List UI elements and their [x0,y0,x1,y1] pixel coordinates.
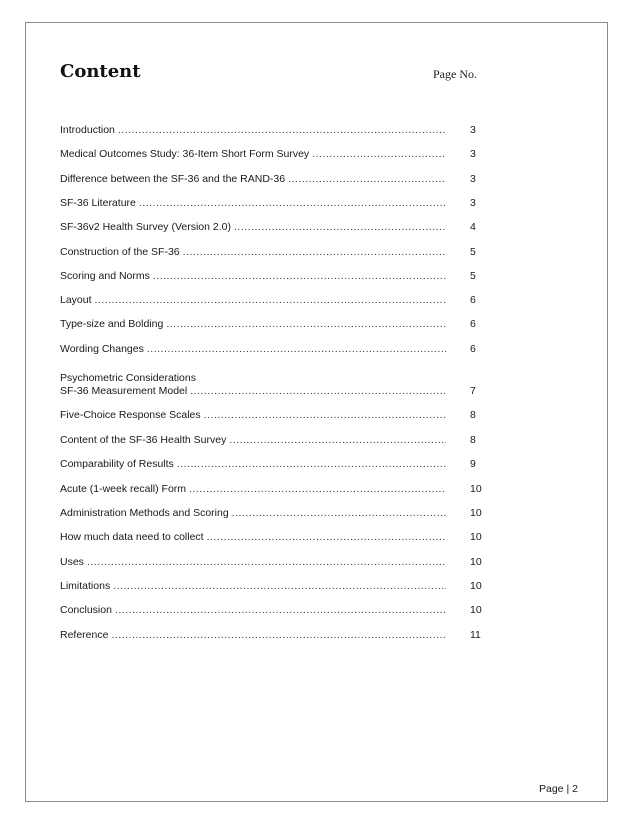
toc-entry[interactable] [60,148,490,161]
toc-entry[interactable] [60,458,490,471]
toc-entry-title: Introduction [60,124,115,136]
toc-leader-dots [232,507,446,520]
toc-entry-page: 3 [470,173,476,185]
toc-entry-title: Reference [60,629,109,641]
toc-entry-title: Type-size and Bolding [60,318,164,330]
toc-entry-page: 10 [470,483,482,495]
toc-entry-page: 6 [470,318,476,330]
toc-entry-page: 3 [470,148,476,160]
toc-entry-page: 10 [470,580,482,592]
toc-entry[interactable] [60,409,490,422]
toc-entry-page: 11 [470,629,481,641]
toc-entry-page: 5 [470,246,476,258]
page-footer: Page | 2 [539,783,578,795]
toc-entry-page: 10 [470,507,482,519]
toc-entry[interactable] [60,372,490,398]
toc-entry-page: 6 [470,294,476,306]
toc-leader-dots [95,294,446,307]
toc-entry-title: Wording Changes [60,343,144,355]
toc-entry-page: 8 [470,409,476,421]
toc-entry-title: Construction of the SF-36 [60,246,180,258]
toc-leader-dots [113,580,446,593]
toc-entry-page: 8 [470,434,476,446]
toc-leader-dots [87,556,446,569]
toc-leader-dots [312,148,446,161]
toc-entry[interactable] [60,221,490,234]
toc-entry[interactable] [60,507,490,520]
toc-leader-dots [183,246,446,259]
toc-entry-page: 5 [470,270,476,282]
toc-leader-dots [139,197,446,210]
toc-entry-title: Content of the SF-36 Health Survey [60,434,227,446]
toc-entry[interactable] [60,531,490,544]
toc-leader-dots [189,483,446,496]
toc-entry[interactable] [60,124,490,137]
toc-entry-title: Five-Choice Response Scales [60,409,201,421]
toc-entry[interactable] [60,197,490,210]
toc-entry-title: How much data need to collect [60,531,204,543]
toc-leader-dots [207,531,446,544]
toc-leader-dots [118,124,446,137]
toc-entry-title: Comparability of Results [60,458,174,470]
toc-entry-title: Layout [60,294,92,306]
toc-entry-title: Administration Methods and Scoring [60,507,229,519]
toc-leader-dots [111,629,446,642]
toc-entry-page: 10 [470,556,482,568]
toc-entry-title: Uses [60,556,84,568]
toc-entry[interactable] [60,294,490,307]
toc-leader-dots [115,604,446,617]
toc-entry-page: 3 [470,124,476,136]
toc-entry-title: Limitations [60,580,111,592]
toc-leader-dots [177,458,446,471]
toc-entry[interactable] [60,343,490,356]
toc-leader-dots [229,434,446,447]
toc-entry-page: 9 [470,458,476,470]
page-title: Content [60,61,141,82]
toc-entry-title: Conclusion [60,604,112,616]
toc-entry-title: SF-36v2 Health Survey (Version 2.0) [60,221,231,233]
toc-leader-dots [153,270,446,283]
toc-entry[interactable] [60,173,490,186]
toc-leader-dots [234,221,446,234]
toc-leader-dots [288,173,446,186]
toc-entry-page: 10 [470,604,482,616]
toc-entry[interactable] [60,556,490,569]
toc-entry[interactable] [60,246,490,259]
toc-entry-title: Difference between the SF-36 and the RAND-36 [60,173,286,185]
toc-entry-title: SF-36 Measurement Model [60,385,188,397]
toc-entry-page: 7 [470,385,476,397]
toc-entry[interactable] [60,629,490,642]
toc-entry[interactable] [60,318,490,331]
toc-leader-dots [147,343,446,356]
page-number-column-header: Page No. [433,67,477,81]
toc-entry[interactable] [60,270,490,283]
toc-entry-title: Acute (1-week recall) Form [60,483,187,495]
toc-leader-dots [166,318,446,331]
toc-entry[interactable] [60,604,490,617]
toc-entry[interactable] [60,434,490,447]
toc-section-heading: Psychometric Considerations [60,372,196,384]
toc-leader-dots [190,385,446,398]
toc-entry-page: 10 [470,531,482,543]
toc-entry-title: Scoring and Norms [60,270,150,282]
toc-entry-page: 4 [470,221,476,233]
toc-entry-title: SF-36 Literature [60,197,136,209]
toc-entry-title: Medical Outcomes Study: 36-Item Short Form Survey [60,148,310,160]
toc-leader-dots [204,409,446,422]
toc-entry[interactable] [60,580,490,593]
toc-entry-page: 3 [470,197,476,209]
toc-entry[interactable] [60,483,490,496]
toc-entry-page: 6 [470,343,476,355]
